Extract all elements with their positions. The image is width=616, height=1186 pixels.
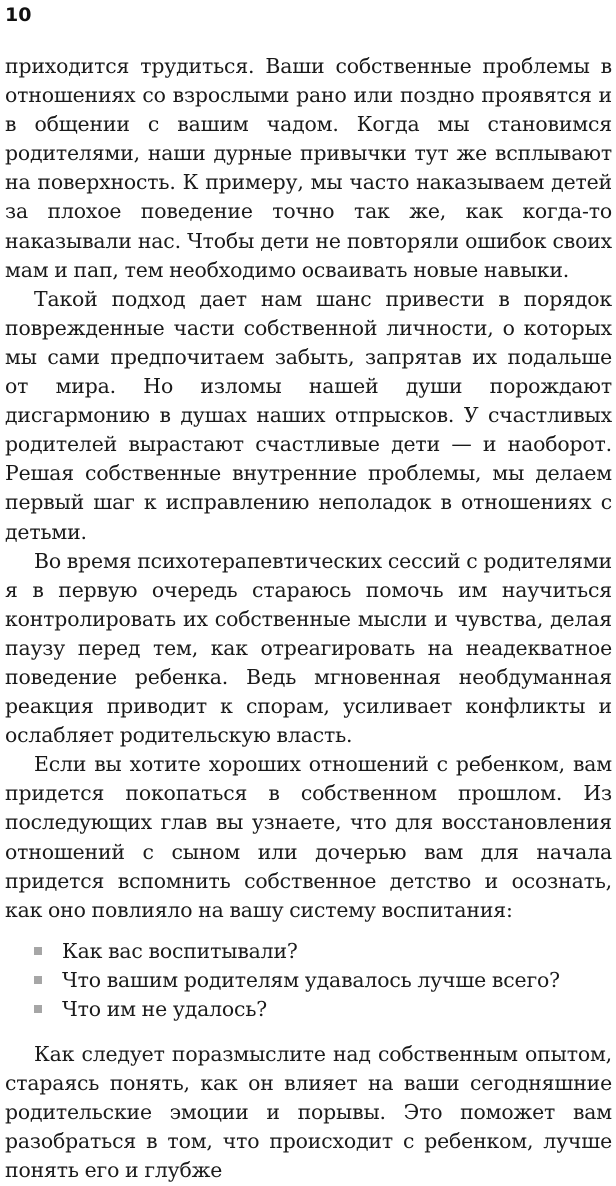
paragraph-3: Во время психотерапевтических сессий с родителями я в первую очередь стараюсь помочь им научиться контролировать их собственные мысли и чувства, делая паузу перед тем, как отреагировать на неадекватное поведение ребенка. Ведь мгновенная необдуманная реакция приводит к спорам, усиливает конфликты и ослабляет родительскую власть. [5,548,612,748]
page-number: 10 [5,4,32,26]
square-bullet-icon [34,976,42,984]
paragraph-1: приходится трудиться. Ваши собственные проблемы в отношениях со взрослыми рано или поздно проявятся и в общении с вашим чадом. Когда мы становимся родителями, наши дурные привычки тут же всплывают на поверхность. К примеру, мы часто наказываем детей за плохое поведение точно так же, как когда-то наказывали нас. Чтобы дети не повторяли ошибок своих мам и пап, тем необходимо осваивать новые навыки. [5,54,612,282]
list-item-text: Как вас воспитывали? [62,938,298,963]
bullet-list [5,937,612,1024]
paragraph-5: Как следует поразмыслите над собственным опытом, стараясь понять, как он влияет на ваши сегодняшние родительские эмоции и порывы. Это поможет вам разобраться в том, что происходит с ребенком, лучше понять его и глубже [5,1042,612,1183]
list-item [5,966,612,995]
square-bullet-icon [34,1005,42,1013]
list-item-text: Что вашим родителям удавалось лучше всего? [62,967,560,992]
list-item [5,995,612,1024]
paragraph-4: Если вы хотите хороших отношений с ребенком, вам придется покопаться в собственном прошлом. Из последующих глав вы узнаете, что для восстановления отношений с сыном или дочерью вам для начала придется вспомнить собственное детство и осознать, как оно повлияло на вашу систему воспитания: [5,752,612,922]
paragraph-2: Такой подход дает нам шанс привести в порядок поврежденные части собственной личности, о которых мы сами предпочитаем забыть, запрятав их подальше от мира. Но изломы нашей души порождают дисгармонию в душах наших отпрысков. У счастливых родителей вырастают счастливые дети — и наоборот. Решая собственные внутренние проблемы, мы делаем первый шаг к исправлению неполадок в отношениях с детьми. [5,286,612,544]
square-bullet-icon [34,947,42,955]
body-text [5,52,612,1186]
list-item-text: Что им не удалось? [62,997,268,1021]
list-item [5,937,612,966]
